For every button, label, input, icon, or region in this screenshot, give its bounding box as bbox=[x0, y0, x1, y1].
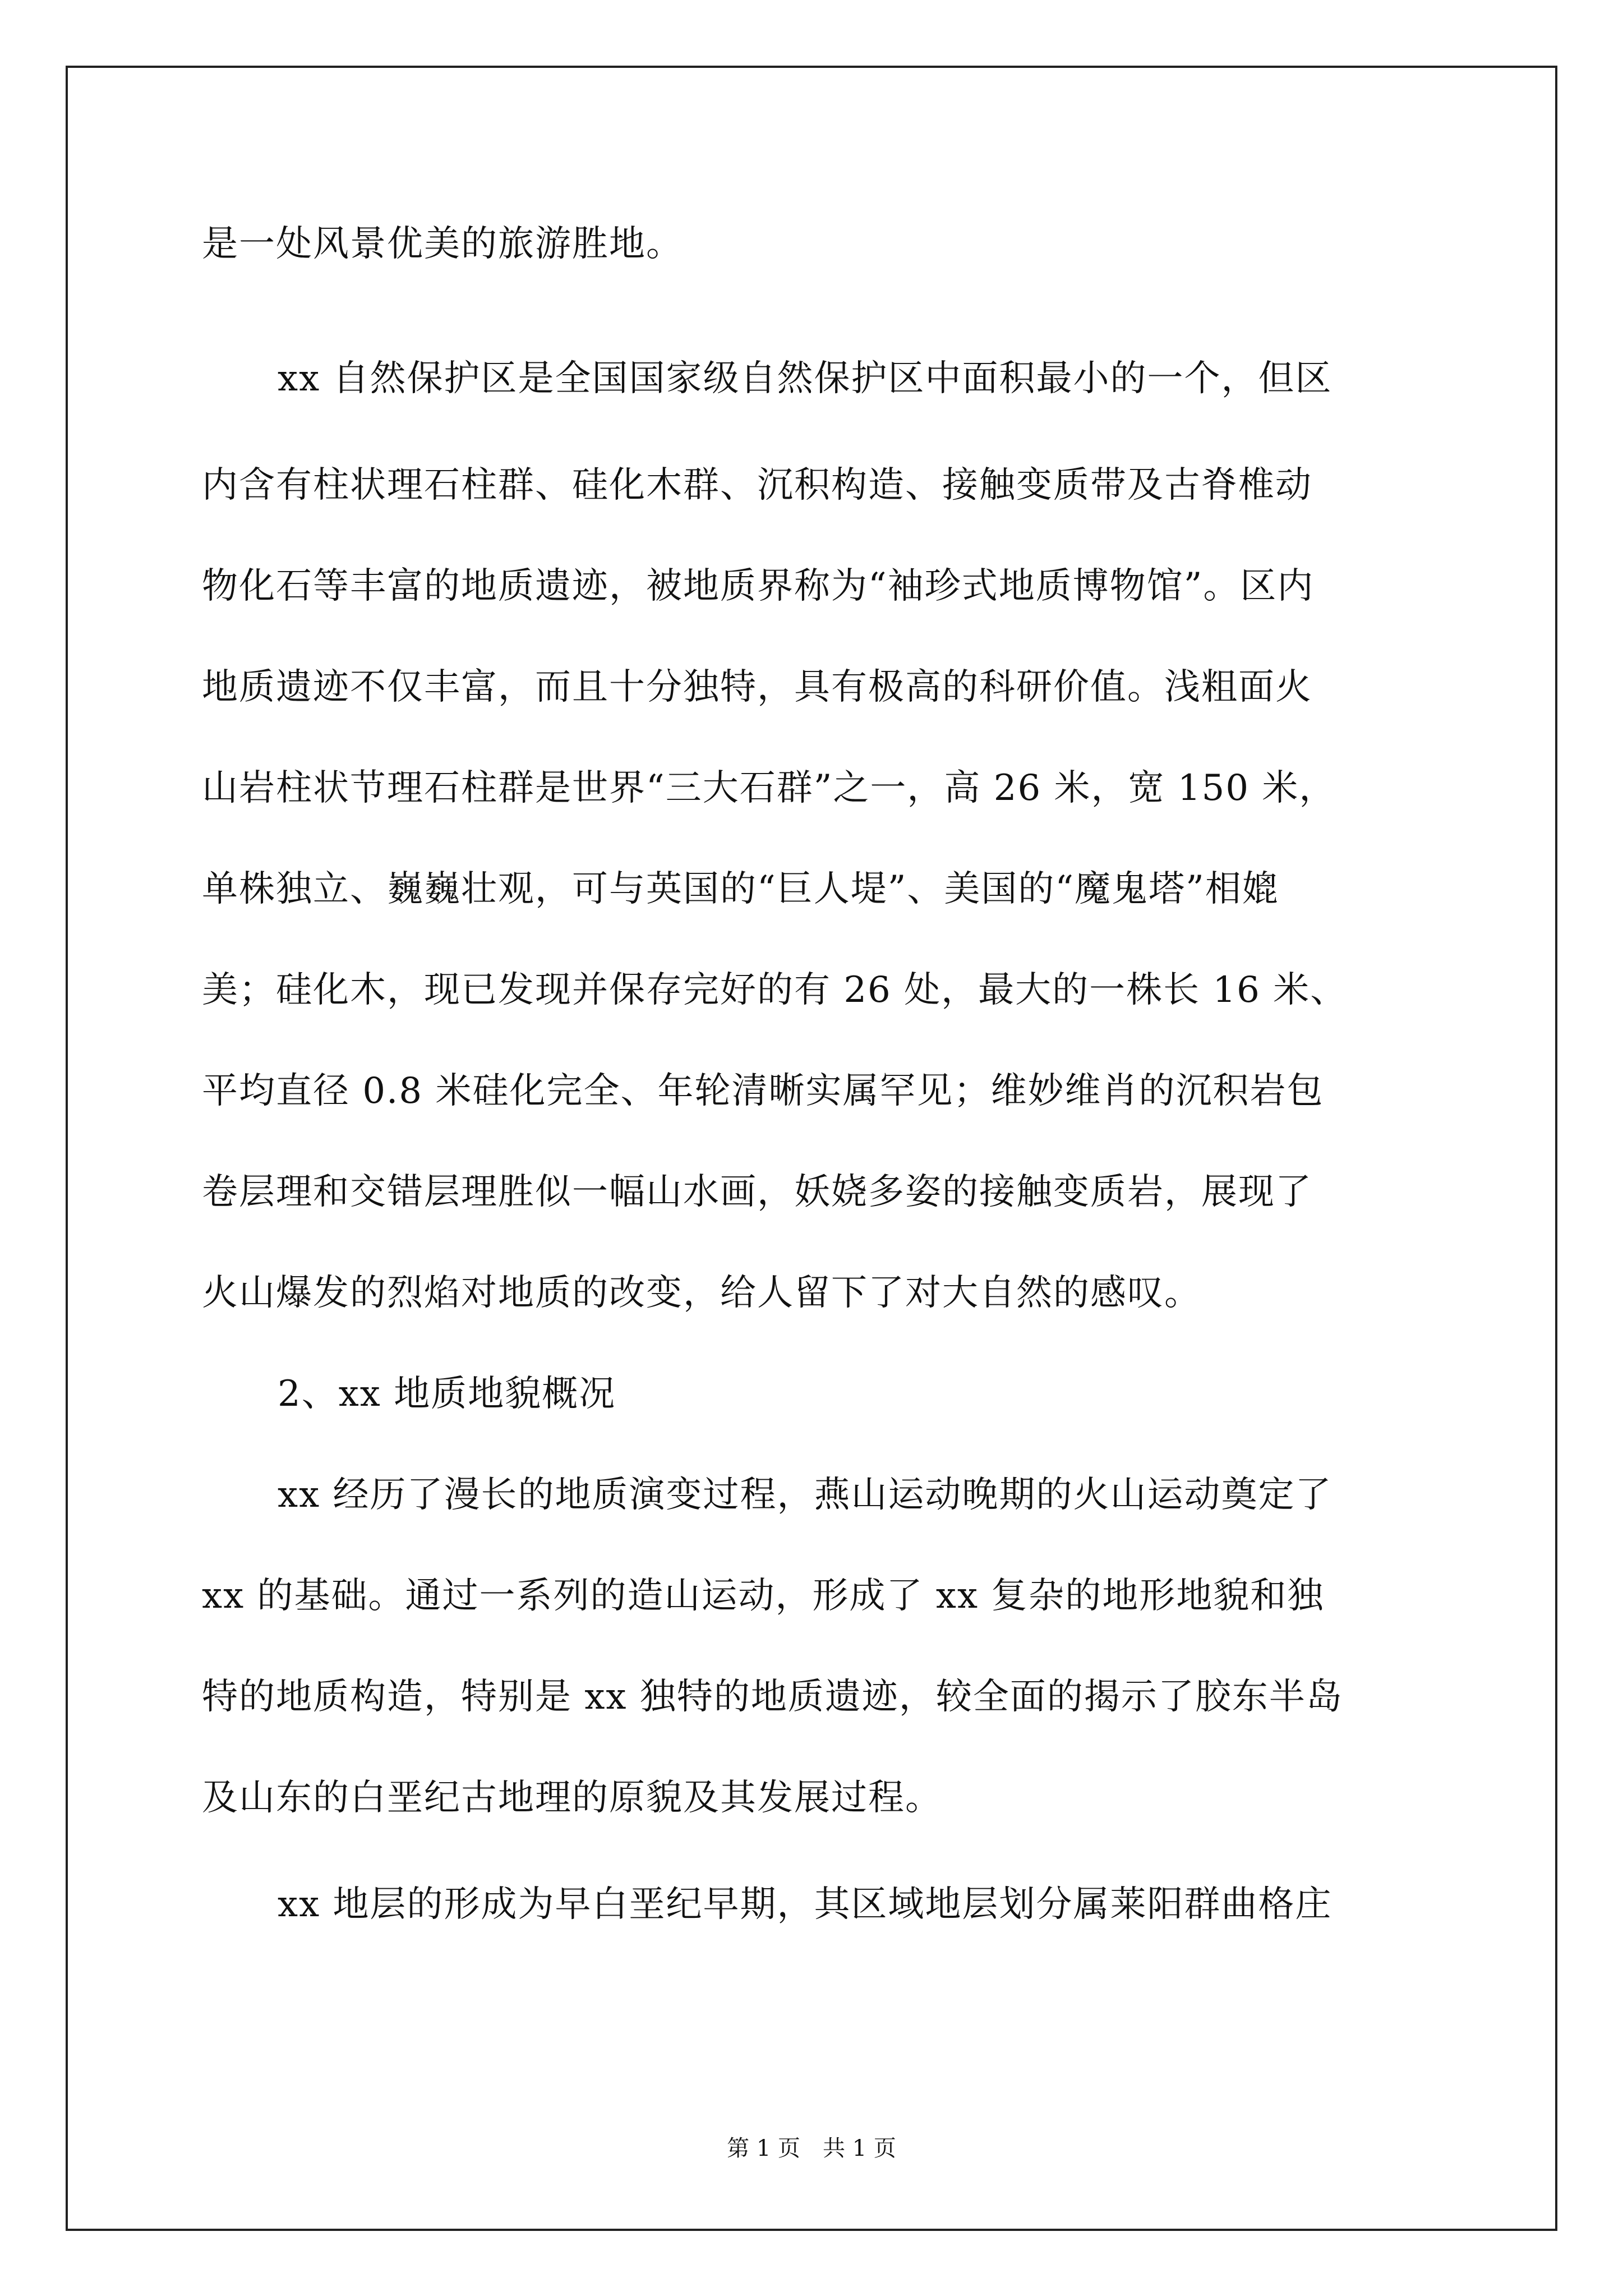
text-line: 火山爆发的烈焰对地质的改变，给人留下了对大自然的感叹。 bbox=[202, 1272, 1201, 1314]
text-line: 物化石等丰富的地质遗迹，被地质界称为“袖珍式地质博物馆”。区内 bbox=[202, 565, 1315, 607]
text-line: 是一处风景优美的旅游胜地。 bbox=[202, 223, 683, 265]
text-line: 内含有柱状理石柱群、硅化木群、沉积构造、接触变质带及古脊椎动 bbox=[202, 464, 1312, 506]
section-heading: 2、xx 地质地貌概况 bbox=[278, 1373, 616, 1415]
text-line: xx 经历了漫长的地质演变过程，燕山运动晚期的火山运动奠定了 bbox=[278, 1474, 1332, 1516]
text-line: 及山东的白垩纪古地理的原貌及其发展过程。 bbox=[202, 1777, 942, 1819]
text-line: 卷层理和交错层理胜似一幅山水画，妖娆多姿的接触变质岩，展现了 bbox=[202, 1171, 1312, 1213]
text-line: 平均直径 0.8 米硅化完全、年轮清晰实属罕见；维妙维肖的沉积岩包 bbox=[202, 1070, 1324, 1112]
text-line: 山岩柱状节理石柱群是世界“三大石群”之一，高 26 米，宽 150 米， bbox=[202, 767, 1336, 809]
text-line: 美；硅化木，现已发现并保存完好的有 26 处，最大的一株长 16 米、 bbox=[202, 969, 1348, 1011]
text-line: 特的地质构造，特别是 xx 独特的地质遗迹，较全面的揭示了胶东半岛 bbox=[202, 1676, 1343, 1718]
text-line: xx 地层的形成为早白垩纪早期，其区域地层划分属莱阳群曲格庄 bbox=[278, 1884, 1332, 1925]
text-line: xx 的基础。通过一系列的造山运动，形成了 xx 复杂的地形地貌和独 bbox=[202, 1575, 1325, 1617]
text-line: 单株独立、巍巍壮观，可与英国的“巨人堤”、美国的“魔鬼塔”相媲 bbox=[202, 868, 1279, 910]
text-line: 地质遗迹不仅丰富，而且十分独特，具有极高的科研价值。浅粗面火 bbox=[202, 666, 1312, 708]
page-number: 第 1 页 共 1 页 bbox=[727, 2136, 896, 2161]
text-line: xx 自然保护区是全国国家级自然保护区中面积最小的一个，但区 bbox=[278, 358, 1332, 399]
